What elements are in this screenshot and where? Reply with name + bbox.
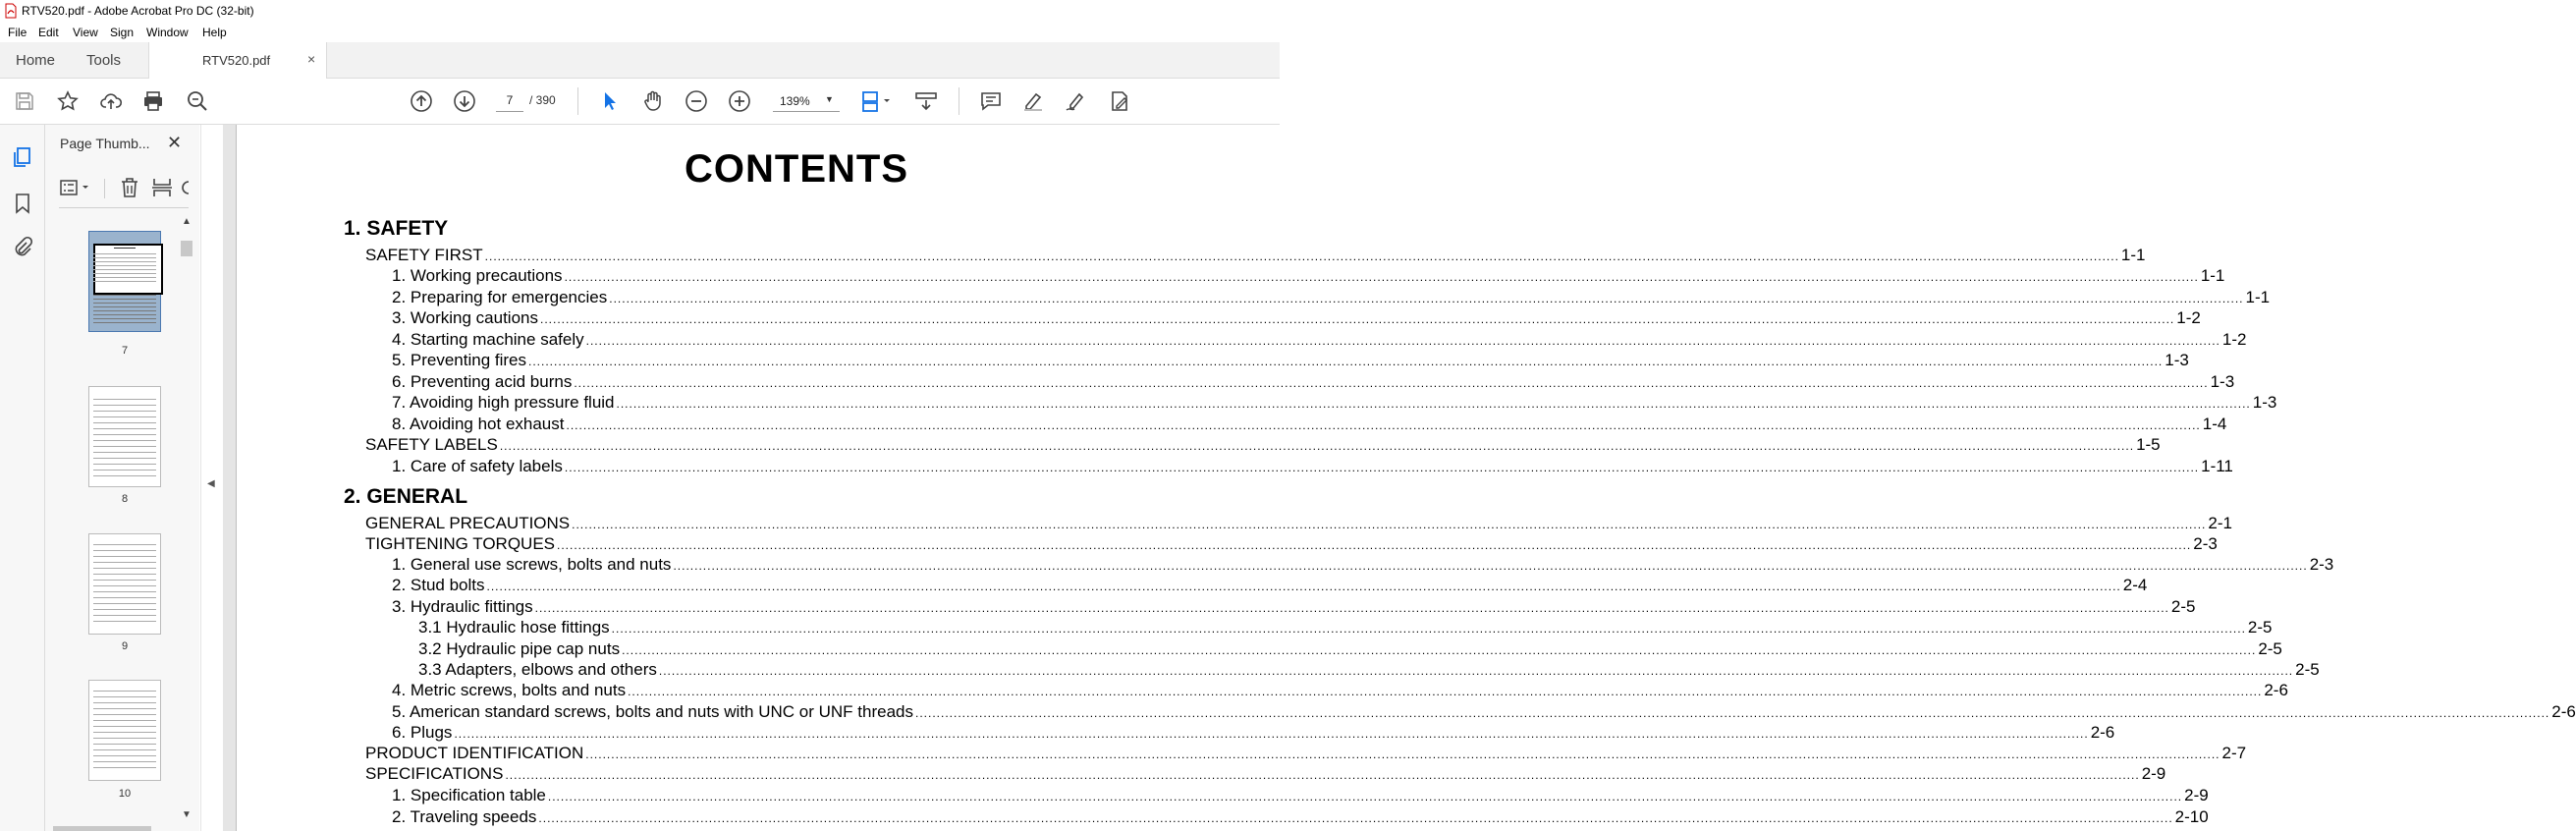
bookmark-star-icon[interactable] [56, 89, 80, 113]
toc-leader: ................................................................................................................................................................................................................................................................................................................................................................................................ [528, 355, 2164, 368]
insert-page-icon[interactable] [150, 176, 174, 199]
toc-leader: ................................................................................................................................................................................................................................................................................................................................................................................................ [585, 334, 2220, 348]
toc-leader: ................................................................................................................................................................................................................................................................................................................................................................................................ [628, 685, 2263, 698]
toc-leader: ................................................................................................................................................................................................................................................................................................................................................................................................ [484, 249, 2119, 263]
tab-document-label: RTV520.pdf [202, 53, 271, 68]
toc-leader: ................................................................................................................................................................................................................................................................................................................................................................................................ [658, 664, 2294, 678]
page-number-input[interactable]: 7 [496, 89, 523, 112]
delete-trash-icon[interactable] [118, 176, 141, 199]
toc-leader: ................................................................................................................................................................................................................................................................................................................................................................................................ [486, 580, 2121, 593]
toc-entry-text: 7. Avoiding high pressure fluid [392, 393, 615, 412]
page-thumbnail-9[interactable] [88, 533, 161, 635]
panel-divider [59, 207, 189, 208]
toc-entry-text: 3.2 Hydraulic pipe cap nuts [418, 639, 621, 658]
toc-leader: ................................................................................................................................................................................................................................................................................................................................................................................................ [566, 418, 2201, 432]
toc-leader: ................................................................................................................................................................................................................................................................................................................................................................................................ [572, 518, 2207, 531]
left-navigation-rail [0, 125, 45, 831]
thumbnail-page-label: 8 [121, 493, 129, 505]
collapse-arrow-icon: ◀ [207, 478, 215, 489]
toc-entry[interactable] [418, 660, 2320, 681]
toc-entry[interactable] [365, 435, 2161, 456]
toc-entry-text: 5. American standard screws, bolts and nuts with UNC or UNF threads [392, 702, 913, 721]
chevron-down-icon: ▼ [825, 94, 834, 104]
toc-page: 1-1 [2245, 288, 2271, 306]
toc-page: 2-1 [2208, 514, 2232, 532]
toc-entry[interactable] [392, 393, 2277, 414]
options-menu-icon[interactable] [59, 176, 94, 199]
pdf-page [236, 125, 2576, 831]
panel-collapse-handle[interactable] [200, 125, 223, 831]
toc-entry-text: 8. Avoiding hot exhaust [392, 415, 565, 433]
thumbnail-page-label: 10 [118, 788, 132, 800]
toc-entry[interactable] [365, 534, 2218, 555]
toc-entry-text: 4. Starting machine safely [392, 330, 584, 349]
toc-entry[interactable] [392, 266, 2225, 287]
toc-entry-text: 2. Preparing for emergencies [392, 288, 608, 306]
comment-icon[interactable] [979, 89, 1003, 113]
hand-tool-icon[interactable] [641, 89, 665, 113]
toc-page: 2-5 [2295, 660, 2320, 679]
toc-page: 1-4 [2202, 415, 2227, 433]
toc-page: 1-1 [2120, 246, 2146, 264]
fill-sign-icon[interactable] [1108, 89, 1131, 113]
toc-leader: ................................................................................................................................................................................................................................................................................................................................................................................................ [538, 811, 2173, 825]
tab-document[interactable] [148, 42, 327, 79]
page-thumbnails-icon[interactable] [11, 145, 34, 169]
toc-leader: ................................................................................................................................................................................................................................................................................................................................................................................................ [622, 643, 2257, 657]
next-page-icon[interactable] [453, 89, 476, 113]
toc-entry[interactable] [392, 597, 2196, 618]
acrobat-file-icon [5, 4, 17, 18]
toc-entry[interactable] [392, 786, 2209, 806]
menu-file[interactable]: File [8, 26, 27, 39]
toc-entry[interactable] [365, 514, 2232, 534]
toc-entry-text: 3. Hydraulic fittings [392, 597, 533, 616]
zoom-search-icon[interactable] [186, 89, 209, 113]
toc-leader: ................................................................................................................................................................................................................................................................................................................................................................................................ [574, 376, 2209, 390]
print-icon[interactable] [141, 89, 165, 113]
toc-page: 1-3 [2165, 351, 2189, 369]
select-cursor-icon[interactable] [597, 89, 621, 113]
toc-leader: ................................................................................................................................................................................................................................................................................................................................................................................................ [534, 601, 2169, 615]
toc-page: 2-9 [2141, 764, 2166, 783]
toc-leader: ................................................................................................................................................................................................................................................................................................................................................................................................ [616, 397, 2251, 411]
toc-entry[interactable] [418, 639, 2282, 660]
toc-page: 1-3 [2210, 372, 2235, 391]
page-display-icon[interactable] [860, 89, 894, 113]
toc-page: 2-3 [2193, 534, 2218, 553]
toc-leader: ................................................................................................................................................................................................................................................................................................................................................................................................ [915, 706, 2550, 720]
toc-page: 1-1 [2200, 266, 2225, 285]
page-title: CONTENTS [685, 147, 908, 191]
tab-bar [0, 42, 1280, 79]
rotate-page-icon[interactable] [183, 176, 192, 199]
toc-entry[interactable] [365, 744, 2247, 764]
toc-entry-text: 4. Metric screws, bolts and nuts [392, 681, 627, 699]
toc-entry[interactable] [418, 618, 2273, 638]
toc-page: 2-7 [2221, 744, 2247, 762]
close-panel-icon[interactable]: ✕ [167, 133, 183, 152]
toc-entry[interactable] [392, 308, 2201, 329]
toc-entry-text: 2. Stud bolts [392, 576, 485, 594]
toc-entry-text: GENERAL PRECAUTIONS [365, 514, 571, 532]
toc-entry-text: SPECIFICATIONS [365, 764, 504, 783]
toc-page: 2-4 [2122, 576, 2148, 594]
toc-entry[interactable] [392, 555, 2334, 576]
toc-page: 2-10 [2174, 807, 2209, 826]
previous-page-icon[interactable] [410, 89, 433, 113]
toc-entry-text: TIGHTENING TORQUES [365, 534, 556, 553]
menu-sign[interactable]: Sign [110, 26, 135, 39]
toc-entry-text: 1. Working precautions [392, 266, 563, 285]
toc-entry-text: 6. Preventing acid burns [392, 372, 573, 391]
toc-entry[interactable] [392, 288, 2271, 308]
toc-page: 2-9 [2184, 786, 2209, 804]
toc-entry-text: 1. General use screws, bolts and nuts [392, 555, 672, 574]
toc-entry-text: 3.1 Hydraulic hose fittings [418, 618, 610, 637]
sign-icon[interactable] [1065, 89, 1088, 113]
window-title: RTV520.pdf - Adobe Acrobat Pro DC (32-bit) [22, 4, 254, 18]
toc-leader: ................................................................................................................................................................................................................................................................................................................................................................................................ [539, 312, 2175, 326]
toc-leader: ................................................................................................................................................................................................................................................................................................................................................................................................ [547, 790, 2183, 803]
toc-entry[interactable] [392, 351, 2189, 371]
highlight-pen-icon[interactable] [1021, 89, 1045, 113]
toc-entry[interactable] [392, 372, 2235, 393]
upload-cloud-icon[interactable] [99, 89, 123, 113]
thumbnail-tools [59, 176, 196, 199]
scrollbar-thumb[interactable] [181, 241, 192, 256]
thumbnail-page-label: 9 [121, 640, 129, 652]
scroll-up-icon[interactable]: ▲ [182, 216, 192, 227]
toc-entry-text: 3. Working cautions [392, 308, 538, 327]
toc-leader: ................................................................................................................................................................................................................................................................................................................................................................................................ [611, 622, 2246, 636]
attachments-paperclip-icon[interactable] [11, 236, 34, 259]
section-heading: 2. GENERAL [344, 485, 468, 508]
section-heading: 1. SAFETY [344, 217, 449, 240]
bookmarks-icon[interactable] [11, 192, 34, 215]
zoom-level-select[interactable] [773, 89, 840, 112]
toc-entry[interactable] [392, 330, 2247, 351]
tab-home[interactable]: Home [16, 52, 56, 69]
toc-leader: ................................................................................................................................................................................................................................................................................................................................................................................................ [673, 559, 2308, 573]
toc-entry-text: 2. Traveling speeds [392, 807, 537, 826]
toc-entry-text: SAFETY LABELS [365, 435, 498, 454]
toc-page: 2-6 [2551, 702, 2576, 721]
toc-entry[interactable] [392, 723, 2115, 744]
toc-leader: ................................................................................................................................................................................................................................................................................................................................................................................................ [454, 727, 2089, 741]
toc-entry-text: 1. Care of safety labels [392, 457, 563, 475]
page-thumbnail-10[interactable] [88, 680, 161, 781]
toc-entry[interactable] [392, 415, 2227, 435]
toc-entry-text: 1. Specification table [392, 786, 546, 804]
toc-leader: ................................................................................................................................................................................................................................................................................................................................................................................................ [557, 538, 2192, 552]
page-count: / 390 [529, 93, 556, 107]
zoom-in-icon[interactable] [728, 89, 751, 113]
toc-leader: ................................................................................................................................................................................................................................................................................................................................................................................................ [564, 461, 2200, 474]
toc-entry-text: SAFETY FIRST [365, 246, 483, 264]
toc-page: 2-5 [2258, 639, 2282, 658]
toc-page: 1-3 [2252, 393, 2277, 412]
tab-close-icon[interactable]: × [307, 51, 316, 67]
toc-page: 1-2 [2221, 330, 2247, 349]
save-icon[interactable] [13, 89, 36, 113]
toc-leader: ................................................................................................................................................................................................................................................................................................................................................................................................ [505, 768, 2140, 782]
page-thumbnail-7[interactable] [88, 231, 161, 332]
toolbar-divider [104, 179, 105, 198]
toc-leader: ................................................................................................................................................................................................................................................................................................................................................................................................ [609, 292, 2244, 305]
toc-page: 1-2 [2176, 308, 2201, 327]
panel-title: Page Thumb... [60, 136, 150, 151]
zoom-level-value: 139% [780, 94, 810, 108]
toc-page: 2-6 [2090, 723, 2115, 742]
horizontal-scrollbar-thumb[interactable] [53, 826, 151, 831]
toc-page: 2-5 [2247, 618, 2273, 637]
toc-entry[interactable] [392, 681, 2288, 701]
tab-tools[interactable]: Tools [86, 52, 122, 69]
page-thumbnails-panel [45, 125, 199, 831]
title-bar [0, 0, 1280, 23]
toc-entry[interactable] [365, 764, 2166, 785]
toc-entry[interactable] [392, 807, 2209, 828]
scroll-down-icon[interactable]: ▼ [182, 809, 192, 820]
toc-entry-text: 3.3 Adapters, elbows and others [418, 660, 657, 679]
toc-page: 1-5 [2136, 435, 2161, 454]
main-toolbar [0, 79, 1280, 125]
toc-entry[interactable] [365, 246, 2146, 266]
zoom-out-icon[interactable] [685, 89, 708, 113]
toc-entry[interactable] [392, 702, 2576, 723]
toc-page: 2-6 [2264, 681, 2288, 699]
toc-entry[interactable] [392, 576, 2148, 596]
toc-leader: ................................................................................................................................................................................................................................................................................................................................................................................................ [585, 748, 2220, 761]
toc-page: 2-3 [2309, 555, 2334, 574]
toc-leader: ................................................................................................................................................................................................................................................................................................................................................................................................ [564, 270, 2199, 284]
thumbnail-page-label: 7 [121, 345, 129, 357]
menu-help[interactable]: Help [202, 26, 227, 39]
toc-entry-text: PRODUCT IDENTIFICATION [365, 744, 584, 762]
menu-view[interactable]: View [73, 26, 98, 39]
toc-leader: ................................................................................................................................................................................................................................................................................................................................................................................................ [499, 439, 2135, 453]
scroll-mode-icon[interactable] [914, 89, 938, 113]
toc-entry-text: 5. Preventing fires [392, 351, 527, 369]
toc-entry-text: 6. Plugs [392, 723, 453, 742]
toolbar-divider [577, 87, 578, 115]
page-thumbnail-8[interactable] [88, 386, 161, 487]
menu-bar [0, 23, 1280, 42]
toc-page: 1-11 [2201, 457, 2233, 475]
menu-window[interactable]: Window [146, 26, 189, 39]
toc-page: 2-5 [2170, 597, 2196, 616]
menu-edit[interactable]: Edit [38, 26, 59, 39]
toc-entry[interactable] [392, 457, 2233, 477]
thumbnail-scrollbar[interactable] [179, 216, 194, 825]
